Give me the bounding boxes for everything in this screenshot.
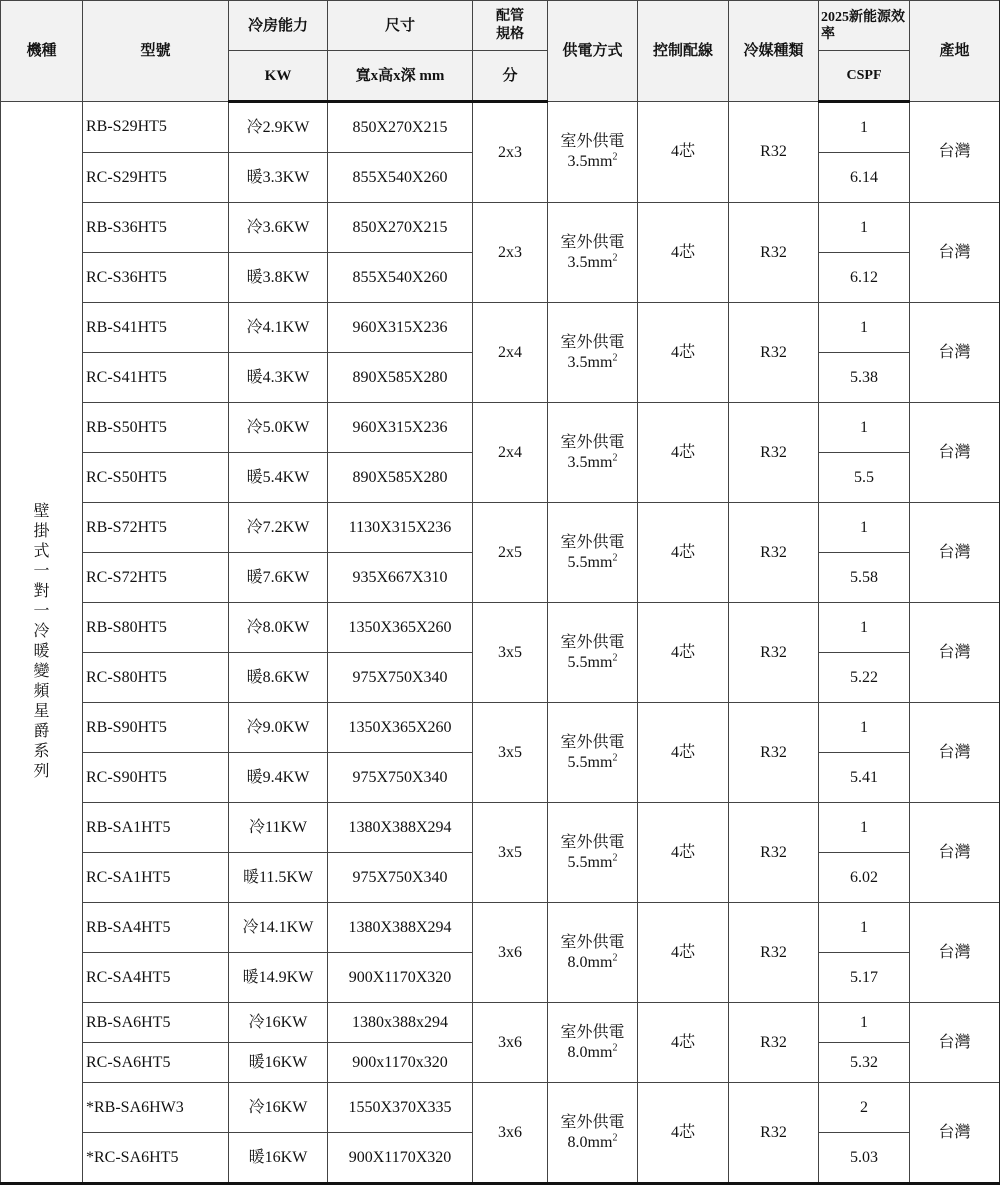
cspf-value: 5.22 <box>819 653 910 703</box>
cooling-capacity: 冷14.1KW <box>229 903 328 953</box>
outdoor-model: RC-S50HT5 <box>83 453 229 503</box>
control-wiring: 4芯 <box>638 603 729 703</box>
table-row-indoor <box>1 703 1000 753</box>
control-wiring: 4芯 <box>638 703 729 803</box>
efficiency-grade: 1 <box>819 703 910 753</box>
origin: 台灣 <box>910 803 1000 903</box>
header-power: 供電方式 <box>548 1 638 102</box>
power-supply <box>548 1003 638 1083</box>
header-efficiency: 2025新能源效率 <box>819 1 910 51</box>
outdoor-model: RC-S72HT5 <box>83 553 229 603</box>
pipe-spec: 2x4 <box>473 403 548 503</box>
origin: 台灣 <box>910 703 1000 803</box>
power-supply <box>548 703 638 803</box>
power-supply <box>548 603 638 703</box>
table-row-indoor <box>1 603 1000 653</box>
indoor-size: 1380x388x294 <box>328 1003 473 1043</box>
power-supply-line1: 室外供電 <box>560 934 624 951</box>
table-body <box>1 102 1000 1184</box>
power-supply <box>548 303 638 403</box>
header-model: 型號 <box>83 1 229 102</box>
power-supply <box>548 903 638 1003</box>
indoor-size: 1380X388X294 <box>328 903 473 953</box>
power-supply-line1: 室外供電 <box>560 133 624 150</box>
origin: 台灣 <box>910 102 1000 203</box>
header-size-unit: 寬x高x深 mm <box>328 51 473 102</box>
outdoor-model: RC-S80HT5 <box>83 653 229 703</box>
indoor-model: RB-S41HT5 <box>83 303 229 353</box>
power-supply-line1: 室外供電 <box>560 834 624 851</box>
header-control-wiring: 控制配線 <box>638 1 729 102</box>
cspf-value: 5.38 <box>819 353 910 403</box>
table-row-indoor <box>1 803 1000 853</box>
efficiency-grade: 1 <box>819 1003 910 1043</box>
pipe-spec: 2x3 <box>473 102 548 203</box>
efficiency-grade: 2 <box>819 1083 910 1133</box>
power-supply-line2: $3.5mm^2$ <box>568 354 618 371</box>
cspf-value: 5.58 <box>819 553 910 603</box>
efficiency-grade: 1 <box>819 102 910 153</box>
indoor-size: 850X270X215 <box>328 203 473 253</box>
outdoor-size: 935X667X310 <box>328 553 473 603</box>
pipe-spec: 3x6 <box>473 1003 548 1083</box>
refrigerant: R32 <box>729 1083 819 1184</box>
heating-capacity: 暖4.3KW <box>229 353 328 403</box>
header-origin: 產地 <box>910 1 1000 102</box>
heating-capacity: 暖7.6KW <box>229 553 328 603</box>
origin: 台灣 <box>910 603 1000 703</box>
table-row-indoor <box>1 903 1000 953</box>
power-supply-line1: 室外供電 <box>560 334 624 351</box>
power-supply <box>548 803 638 903</box>
outdoor-size: 975X750X340 <box>328 753 473 803</box>
origin: 台灣 <box>910 503 1000 603</box>
control-wiring: 4芯 <box>638 803 729 903</box>
indoor-size: 1350X365X260 <box>328 603 473 653</box>
outdoor-model: *RC-SA6HT5 <box>83 1133 229 1184</box>
indoor-model: RB-SA4HT5 <box>83 903 229 953</box>
outdoor-model: RC-SA4HT5 <box>83 953 229 1003</box>
table-row-indoor <box>1 1083 1000 1133</box>
power-supply-line1: 室外供電 <box>560 234 624 251</box>
cooling-capacity: 冷2.9KW <box>229 102 328 153</box>
pipe-spec: 3x6 <box>473 903 548 1003</box>
outdoor-size: 855X540X260 <box>328 153 473 203</box>
outdoor-size: 890X585X280 <box>328 353 473 403</box>
indoor-model: *RB-SA6HW3 <box>83 1083 229 1133</box>
cooling-capacity: 冷5.0KW <box>229 403 328 453</box>
outdoor-size: 975X750X340 <box>328 853 473 903</box>
heating-capacity: 暖3.8KW <box>229 253 328 303</box>
power-supply-line2: $5.5mm^2$ <box>568 554 618 571</box>
cooling-capacity: 冷4.1KW <box>229 303 328 353</box>
control-wiring: 4芯 <box>638 1003 729 1083</box>
refrigerant: R32 <box>729 303 819 403</box>
header-pipe-unit: 分 <box>473 51 548 102</box>
indoor-model: RB-S29HT5 <box>83 102 229 153</box>
outdoor-size: 900X1170X320 <box>328 1133 473 1184</box>
table-row-indoor <box>1 303 1000 353</box>
outdoor-model: RC-S90HT5 <box>83 753 229 803</box>
control-wiring: 4芯 <box>638 203 729 303</box>
cspf-value: 5.03 <box>819 1133 910 1184</box>
indoor-size: 960X315X236 <box>328 303 473 353</box>
heating-capacity: 暖14.9KW <box>229 953 328 1003</box>
refrigerant: R32 <box>729 203 819 303</box>
efficiency-grade: 1 <box>819 803 910 853</box>
indoor-size: 960X315X236 <box>328 403 473 453</box>
power-supply-line1: 室外供電 <box>560 434 624 451</box>
pipe-spec: 2x4 <box>473 303 548 403</box>
cspf-value: 6.12 <box>819 253 910 303</box>
power-supply <box>548 1083 638 1184</box>
header-refrigerant: 冷媒種類 <box>729 1 819 102</box>
cspf-value: 5.17 <box>819 953 910 1003</box>
table-header <box>1 1 1000 102</box>
efficiency-grade: 1 <box>819 603 910 653</box>
indoor-model: RB-S36HT5 <box>83 203 229 253</box>
pipe-spec: 3x5 <box>473 803 548 903</box>
header-pipe <box>473 1 548 51</box>
indoor-model: RB-S90HT5 <box>83 703 229 753</box>
indoor-size: 1380X388X294 <box>328 803 473 853</box>
heating-capacity: 暖8.6KW <box>229 653 328 703</box>
cspf-value: 6.02 <box>819 853 910 903</box>
pipe-spec: 3x6 <box>473 1083 548 1184</box>
cspf-value: 6.14 <box>819 153 910 203</box>
cooling-capacity: 冷11KW <box>229 803 328 853</box>
refrigerant: R32 <box>729 102 819 203</box>
cooling-capacity: 冷16KW <box>229 1083 328 1133</box>
indoor-size: 1130X315X236 <box>328 503 473 553</box>
control-wiring: 4芯 <box>638 403 729 503</box>
power-supply-line2: $5.5mm^2$ <box>568 854 618 871</box>
indoor-model: RB-S80HT5 <box>83 603 229 653</box>
heating-capacity: 暖11.5KW <box>229 853 328 903</box>
indoor-model: RB-SA1HT5 <box>83 803 229 853</box>
pipe-spec: 2x5 <box>473 503 548 603</box>
table-row-indoor <box>1 102 1000 153</box>
outdoor-size: 890X585X280 <box>328 453 473 503</box>
power-supply-line1: 室外供電 <box>560 534 624 551</box>
power-supply-line2: $5.5mm^2$ <box>568 754 618 771</box>
refrigerant: R32 <box>729 403 819 503</box>
control-wiring: 4芯 <box>638 303 729 403</box>
table-row-indoor <box>1 1003 1000 1043</box>
efficiency-grade: 1 <box>819 203 910 253</box>
origin: 台灣 <box>910 1003 1000 1083</box>
control-wiring: 4芯 <box>638 503 729 603</box>
efficiency-grade: 1 <box>819 403 910 453</box>
power-supply-line2: $3.5mm^2$ <box>568 454 618 471</box>
power-supply <box>548 403 638 503</box>
origin: 台灣 <box>910 303 1000 403</box>
outdoor-model: RC-SA1HT5 <box>83 853 229 903</box>
heating-capacity: 暖16KW <box>229 1043 328 1083</box>
cooling-capacity: 冷7.2KW <box>229 503 328 553</box>
refrigerant: R32 <box>729 603 819 703</box>
control-wiring: 4芯 <box>638 1083 729 1184</box>
power-supply-line1: 室外供電 <box>560 734 624 751</box>
refrigerant: R32 <box>729 803 819 903</box>
table-row-indoor <box>1 403 1000 453</box>
power-supply-line1: 室外供電 <box>560 634 624 651</box>
cooling-capacity: 冷16KW <box>229 1003 328 1043</box>
header-capacity: 冷房能力 <box>229 1 328 51</box>
power-supply-line1: 室外供電 <box>560 1024 624 1041</box>
outdoor-size: 975X750X340 <box>328 653 473 703</box>
origin: 台灣 <box>910 903 1000 1003</box>
outdoor-model: RC-S29HT5 <box>83 153 229 203</box>
heating-capacity: 暖3.3KW <box>229 153 328 203</box>
heating-capacity: 暖16KW <box>229 1133 328 1184</box>
cspf-value: 5.5 <box>819 453 910 503</box>
refrigerant: R32 <box>729 703 819 803</box>
refrigerant: R32 <box>729 503 819 603</box>
indoor-model: RB-S50HT5 <box>83 403 229 453</box>
pipe-spec: 3x5 <box>473 603 548 703</box>
table-row-indoor <box>1 203 1000 253</box>
category-label <box>1 102 83 1184</box>
refrigerant: R32 <box>729 903 819 1003</box>
outdoor-size: 900x1170x320 <box>328 1043 473 1083</box>
header-type: 機種 <box>1 1 83 102</box>
pipe-spec: 2x3 <box>473 203 548 303</box>
header-efficiency-unit: CSPF <box>819 51 910 102</box>
control-wiring: 4芯 <box>638 102 729 203</box>
category-text: 壁掛式一對一冷暖變頻星爵系列 <box>30 502 54 782</box>
indoor-size: 850X270X215 <box>328 102 473 153</box>
efficiency-grade: 1 <box>819 303 910 353</box>
power-supply-line2: $3.5mm^2$ <box>568 153 618 170</box>
power-supply-line2: $5.5mm^2$ <box>568 654 618 671</box>
heating-capacity: 暖9.4KW <box>229 753 328 803</box>
power-supply-line2: $8.0mm^2$ <box>568 1134 618 1151</box>
outdoor-model: RC-S36HT5 <box>83 253 229 303</box>
header-capacity-unit: KW <box>229 51 328 102</box>
indoor-model: RB-S72HT5 <box>83 503 229 553</box>
heating-capacity: 暖5.4KW <box>229 453 328 503</box>
indoor-model: RB-SA6HT5 <box>83 1003 229 1043</box>
refrigerant: R32 <box>729 1003 819 1083</box>
table-row-indoor <box>1 503 1000 553</box>
origin: 台灣 <box>910 403 1000 503</box>
outdoor-model: RC-SA6HT5 <box>83 1043 229 1083</box>
origin: 台灣 <box>910 203 1000 303</box>
power-supply <box>548 102 638 203</box>
cspf-value: 5.41 <box>819 753 910 803</box>
header-size: 尺寸 <box>328 1 473 51</box>
cooling-capacity: 冷3.6KW <box>229 203 328 253</box>
cooling-capacity: 冷9.0KW <box>229 703 328 753</box>
control-wiring: 4芯 <box>638 903 729 1003</box>
cspf-value: 5.32 <box>819 1043 910 1083</box>
power-supply-line2: $3.5mm^2$ <box>568 254 618 271</box>
pipe-spec: 3x5 <box>473 703 548 803</box>
origin: 台灣 <box>910 1083 1000 1184</box>
header-pipe-label: 配管規格 <box>493 8 527 44</box>
efficiency-grade: 1 <box>819 903 910 953</box>
power-supply <box>548 503 638 603</box>
indoor-size: 1350X365X260 <box>328 703 473 753</box>
power-supply-line1: 室外供電 <box>560 1114 624 1131</box>
indoor-size: 1550X370X335 <box>328 1083 473 1133</box>
outdoor-model: RC-S41HT5 <box>83 353 229 403</box>
power-supply <box>548 203 638 303</box>
power-supply-line2: $8.0mm^2$ <box>568 954 618 971</box>
cooling-capacity: 冷8.0KW <box>229 603 328 653</box>
power-supply-line2: $8.0mm^2$ <box>568 1044 618 1061</box>
efficiency-grade: 1 <box>819 503 910 553</box>
outdoor-size: 900X1170X320 <box>328 953 473 1003</box>
outdoor-size: 855X540X260 <box>328 253 473 303</box>
